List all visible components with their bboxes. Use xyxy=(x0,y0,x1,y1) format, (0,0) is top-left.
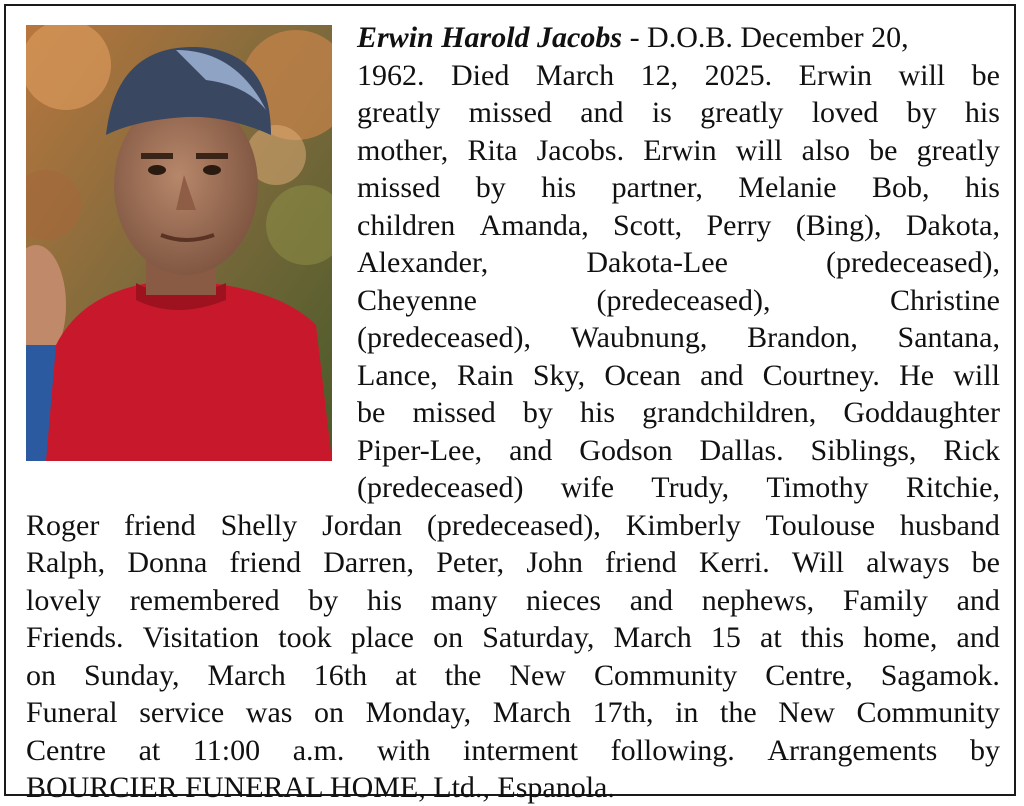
word: Saturday, xyxy=(482,621,595,654)
word: Dallas. xyxy=(699,433,784,467)
word: Scott, xyxy=(613,208,683,242)
word: loved xyxy=(811,96,879,129)
word: Darren, xyxy=(323,546,415,579)
word: by xyxy=(969,733,1000,767)
word: Sky, xyxy=(532,358,586,392)
word: at xyxy=(760,621,782,654)
word: (predeceased), xyxy=(357,321,532,354)
word: always xyxy=(866,546,950,579)
word: on xyxy=(314,696,345,729)
word: following. xyxy=(610,733,735,767)
word: and xyxy=(956,583,1000,617)
word: Arrangements xyxy=(767,733,938,767)
word: was xyxy=(245,696,293,729)
word: is xyxy=(651,96,672,129)
obituary-line xyxy=(357,95,1000,131)
obituary-line xyxy=(357,208,1000,244)
word: will xyxy=(735,133,783,167)
word: Dakota, xyxy=(905,208,1000,242)
obituary-line-text: - D.O.B. December 20, xyxy=(622,21,909,54)
obituary-line xyxy=(26,658,1000,694)
obituary-line xyxy=(26,733,1000,769)
word: Jordan xyxy=(322,508,403,542)
word: grandchildren, xyxy=(642,396,817,429)
word: Brandon, xyxy=(747,321,858,354)
word: remembered xyxy=(129,583,280,617)
word: friend xyxy=(229,546,302,579)
word: his xyxy=(964,96,1000,129)
word: He xyxy=(899,358,935,392)
word: Waubnung, xyxy=(570,321,708,354)
obituary-line xyxy=(357,395,1000,431)
word: John xyxy=(526,546,583,579)
word: 2025. xyxy=(704,58,773,92)
word: the xyxy=(444,658,482,692)
word: 15 xyxy=(710,621,741,654)
word: Erwin xyxy=(798,58,872,92)
word: many xyxy=(430,583,498,617)
word: Peter, xyxy=(436,546,505,579)
word: took xyxy=(278,621,332,654)
obituary-line xyxy=(357,133,1000,169)
word: missed xyxy=(468,96,552,129)
word: Shelly xyxy=(220,508,298,542)
word: (predeceased), xyxy=(426,508,601,542)
word: in xyxy=(675,696,699,729)
word: Santana, xyxy=(897,321,1000,354)
obituary-line: BOURCIER FUNERAL HOME, Ltd., Espanola. xyxy=(26,771,615,804)
word: nephews, xyxy=(701,583,815,617)
word: greatly xyxy=(916,133,1000,167)
word: March xyxy=(492,696,572,729)
word: his xyxy=(541,171,577,204)
word: at xyxy=(395,658,417,692)
obituary-line xyxy=(357,58,1000,94)
obituary-line xyxy=(357,20,1000,56)
word: be xyxy=(971,58,1000,92)
word: Courtney. xyxy=(762,358,880,392)
word: missed xyxy=(357,171,441,204)
word: by xyxy=(522,396,553,429)
word: place xyxy=(350,621,414,654)
word: March xyxy=(207,658,286,692)
word: be xyxy=(869,133,898,167)
word: will xyxy=(898,58,946,92)
word: Rita xyxy=(467,133,518,167)
word: Siblings, xyxy=(810,433,917,467)
word: by xyxy=(308,583,339,617)
word: also xyxy=(801,133,850,167)
word: Family xyxy=(842,583,928,617)
obituary-line xyxy=(26,545,1000,581)
word: Community xyxy=(593,658,738,692)
word: Rick xyxy=(943,433,1000,467)
word: (predeceased) xyxy=(357,471,524,504)
word: New xyxy=(778,696,835,729)
word: and xyxy=(580,96,624,129)
word: Died xyxy=(451,58,510,92)
word: Goddaughter xyxy=(843,396,1000,429)
word: home, xyxy=(863,621,938,654)
word: Godson xyxy=(579,433,673,467)
word: interment xyxy=(462,733,578,767)
word: Ocean xyxy=(604,358,681,392)
word: Centre xyxy=(26,733,106,767)
word: Christine xyxy=(889,283,1000,317)
word: and xyxy=(629,583,674,617)
word: Timothy xyxy=(766,471,869,504)
word: Toulouse xyxy=(765,508,876,542)
word: 12, xyxy=(640,58,679,92)
obituary-line xyxy=(26,583,1000,619)
word: by xyxy=(906,96,937,129)
word: and xyxy=(956,621,1000,654)
word: nieces xyxy=(526,583,601,617)
word: be xyxy=(971,546,1000,579)
word: husband xyxy=(899,508,1000,542)
word: Sagamok. xyxy=(880,658,1000,692)
obituary-line xyxy=(357,170,1000,206)
word: his xyxy=(964,171,1000,204)
word: and xyxy=(700,358,744,392)
word: Trudy, xyxy=(651,471,730,504)
word: Melanie xyxy=(738,171,837,204)
word: 1962. xyxy=(357,58,425,92)
word: be xyxy=(357,396,386,429)
word: greatly xyxy=(357,96,441,129)
obituary-line xyxy=(357,320,1000,356)
obituary-line xyxy=(357,245,1000,281)
obituary-line xyxy=(26,508,1000,544)
word: Kimberly xyxy=(625,508,741,542)
word: 11:00 xyxy=(192,733,261,767)
word: Rain xyxy=(456,358,514,392)
word: Lance, xyxy=(357,358,438,392)
word: Centre, xyxy=(765,658,853,692)
word: Will xyxy=(791,546,845,579)
word: wife xyxy=(560,471,615,504)
word: this xyxy=(800,621,845,654)
word: Kerri. xyxy=(698,546,770,579)
word: Erwin xyxy=(643,133,717,167)
word: the xyxy=(720,696,757,729)
word: at xyxy=(138,733,161,767)
word: mother, xyxy=(357,133,449,167)
word: his xyxy=(580,396,616,429)
word: (predeceased), xyxy=(596,283,771,317)
word: missed xyxy=(412,396,496,429)
word: Funeral xyxy=(26,696,118,729)
obituary-line xyxy=(26,620,1000,656)
obituary-line xyxy=(26,695,1000,731)
word: and xyxy=(509,433,553,467)
word: New xyxy=(509,658,566,692)
word: 16th xyxy=(313,658,368,692)
obituary-line xyxy=(357,470,1000,506)
word: friend xyxy=(605,546,677,579)
word: a.m. xyxy=(292,733,345,767)
obituary-line xyxy=(357,283,1000,319)
word: Community xyxy=(856,696,1000,729)
word: by xyxy=(475,171,506,204)
word: Cheyenne xyxy=(357,283,477,317)
word: Alexander, xyxy=(357,246,489,279)
word: on xyxy=(26,658,56,692)
word: children xyxy=(357,208,456,242)
word: on xyxy=(433,621,464,654)
word: 17th, xyxy=(592,696,654,729)
word: (Bing), xyxy=(795,208,882,242)
word: with xyxy=(377,733,431,767)
word: Visitation xyxy=(142,621,260,654)
word: service xyxy=(139,696,225,729)
deceased-name: Erwin Harold Jacobs xyxy=(357,21,623,54)
obituary-line xyxy=(357,433,1000,469)
word: March xyxy=(613,621,692,654)
word: Perry xyxy=(706,208,772,242)
word: Monday, xyxy=(365,696,472,729)
word: Sunday, xyxy=(83,658,180,692)
word: Piper-Lee, xyxy=(357,433,483,467)
word: his xyxy=(366,583,402,617)
word: Amanda, xyxy=(479,208,589,242)
word: partner, xyxy=(611,171,703,204)
word: Ritchie, xyxy=(905,471,1000,504)
portrait-photo xyxy=(26,25,332,461)
word: friend xyxy=(124,508,196,542)
word: greatly xyxy=(700,96,784,129)
word: Bob, xyxy=(872,171,930,204)
word: Donna xyxy=(127,546,208,579)
obituary-line xyxy=(357,358,1000,394)
word: Ralph, xyxy=(26,546,106,579)
word: lovely xyxy=(26,583,101,617)
word: Friends. xyxy=(26,621,124,654)
word: Jacobs. xyxy=(536,133,625,167)
word: March xyxy=(535,58,615,92)
word: (predeceased), xyxy=(825,246,1000,279)
word: Dakota-Lee xyxy=(586,246,728,279)
word: Roger xyxy=(26,508,100,542)
word: will xyxy=(953,358,1000,392)
